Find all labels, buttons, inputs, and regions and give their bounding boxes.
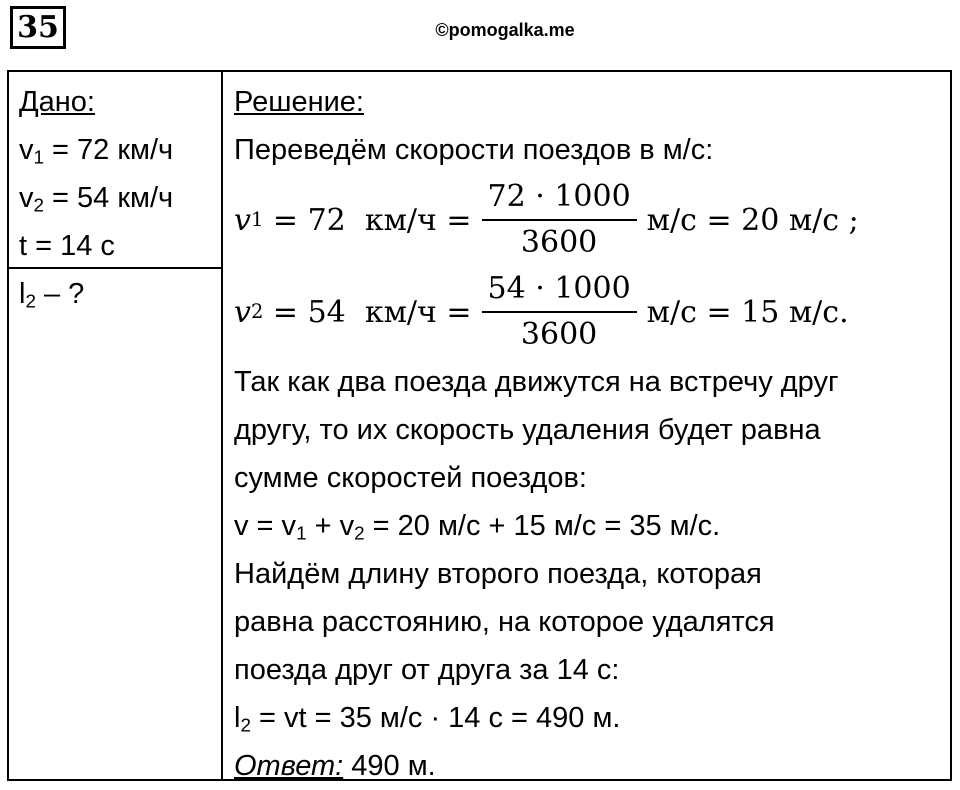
- para1-line-3: сумме скоростей поездов:: [234, 462, 587, 494]
- given-column: [19, 78, 173, 270]
- formula-v2: v 2 = 54 км/ч = $\frac{54 \cdot 1000}{3600}$ м/с = 15 м/с.: [234, 266, 946, 358]
- solution-table: [7, 70, 952, 781]
- solution-heading: Решение:: [234, 86, 364, 118]
- equation-l2: $l_2$ = vt = 35 м/с · 14 с = 490 м.: [234, 702, 621, 736]
- para1-line-1: Так как два поезда движутся на встречу друг: [234, 366, 839, 398]
- para2-line-2: равна расстоянию, на которое удалятся: [234, 606, 775, 638]
- watermark: ©pomogalka.me: [435, 20, 575, 40]
- find-l2: $l_2$ – ?: [19, 278, 85, 312]
- given-t: t = 14 с: [19, 230, 115, 262]
- answer-value: 490 м.: [343, 750, 436, 782]
- solution-column: [234, 78, 946, 790]
- equation-v-sum: $v = v_1 + v_2 = 20$ м/с + 15 м/с = 35 м/с.: [234, 510, 721, 544]
- formula-v1: v 1 = 72 км/ч = $\frac{72 \cdot 1000}{3600}$ м/с = 20 м/с ;: [234, 174, 946, 266]
- para2-line-3: поезда друг от друга за 14 с:: [234, 654, 620, 686]
- fraction-v2: $\frac{54 \cdot 1000}{3600}$: [482, 269, 637, 355]
- column-divider: [221, 72, 223, 779]
- problem-number: 35: [10, 6, 66, 49]
- given-v2: $v_2 = 54$ км/ч: [19, 182, 174, 216]
- solution-intro: Переведём скорости поездов в м/с:: [234, 134, 714, 166]
- para2-line-1: Найдём длину второго поезда, которая: [234, 558, 762, 590]
- answer-label: Ответ:: [234, 750, 344, 782]
- given-heading: Дано:: [19, 86, 95, 118]
- fraction-v1: $\frac{72 \cdot 1000}{3600}$: [482, 177, 637, 263]
- given-v1: $v_1 = 72$ км/ч: [19, 134, 174, 168]
- para1-line-2: другу, то их скорость удаления будет равна: [234, 414, 821, 446]
- answer-line: [234, 742, 946, 790]
